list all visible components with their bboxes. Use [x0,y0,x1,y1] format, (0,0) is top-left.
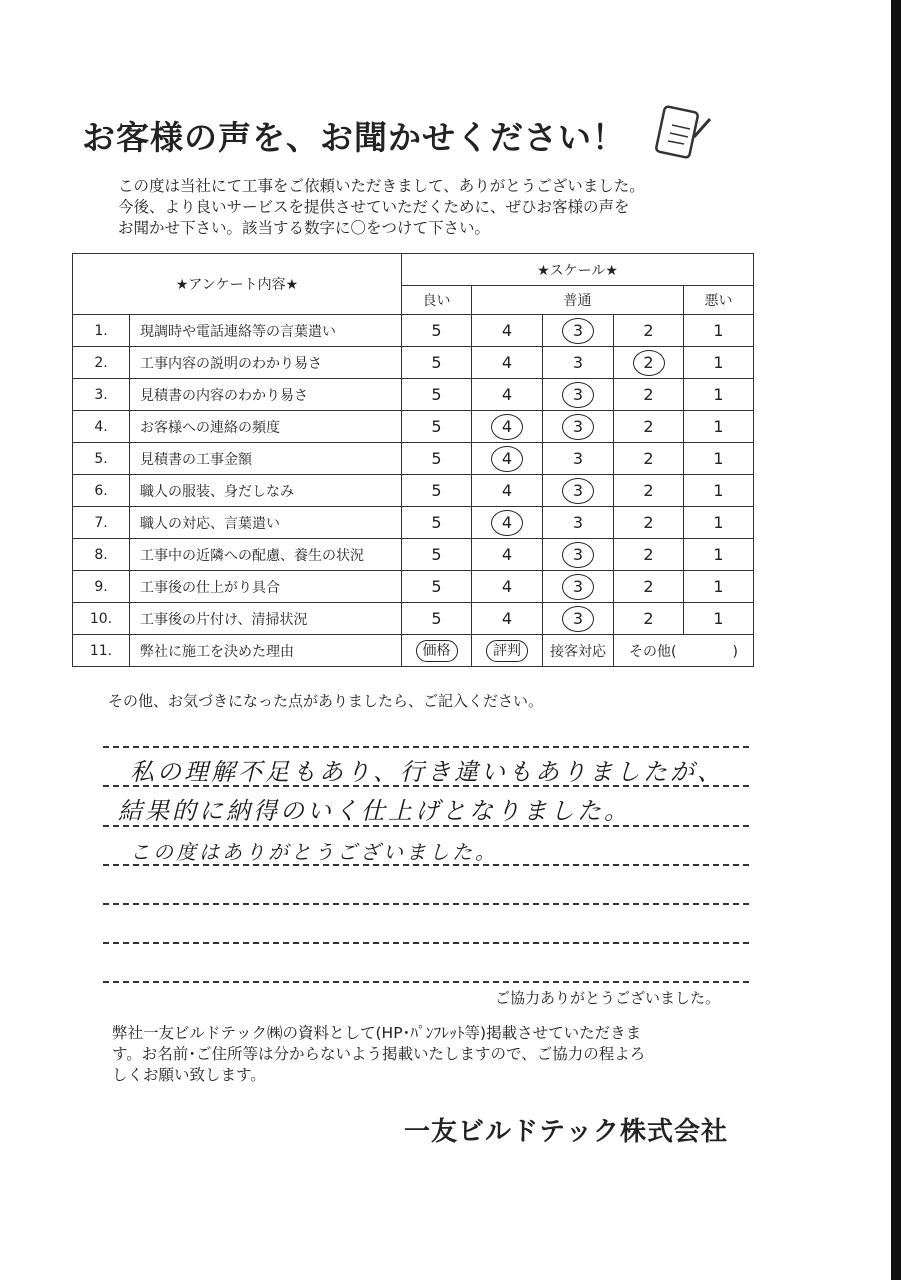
clipboard-pen-icon [650,97,720,167]
score-value: 5 [431,449,442,468]
score-value: 3 [562,606,594,632]
score-value: 4 [501,481,513,500]
consent-line: 弊社一友ビルドテック㈱の資料として(HP･ﾊﾟﾝﾌﾚｯﾄ等)掲載させていただきま [112,1024,642,1042]
score-value: 4 [501,385,513,404]
row-label: 見積書の工事金額 [130,443,402,475]
row-number: 5. [73,443,130,475]
score-option[interactable] [614,347,684,379]
score-option[interactable] [684,315,754,347]
score-value: 5 [431,609,442,628]
score-option[interactable] [614,379,684,411]
score-option[interactable] [402,507,472,539]
score-option[interactable] [614,539,684,571]
score-value: 2 [633,350,665,376]
score-option[interactable] [684,507,754,539]
score-value: 1 [713,577,724,596]
score-value: 2 [643,417,654,436]
reason-option-label: 評判 [486,640,528,662]
survey-row [73,443,754,475]
score-option[interactable] [402,539,472,571]
score-option[interactable] [614,411,684,443]
survey-row [73,411,754,443]
row-label: お客様への連絡の頻度 [130,411,402,443]
score-value: 4 [491,446,523,472]
score-value: 2 [643,321,654,340]
score-value: 4 [491,510,523,536]
row-label: 職人の対応、言葉遣い [130,507,402,539]
score-option[interactable] [614,571,684,603]
score-value: 5 [431,545,442,564]
score-value: 3 [562,542,594,568]
score-option[interactable] [402,379,472,411]
score-option[interactable] [543,571,614,603]
score-option[interactable] [402,443,472,475]
score-option[interactable] [402,315,472,347]
score-option[interactable] [472,571,543,603]
reason-option-other[interactable] [614,635,754,667]
row-label: 工事内容の説明のわかり易さ [130,347,402,379]
score-option[interactable] [543,411,614,443]
score-value: 3 [562,382,594,408]
score-value: 4 [501,353,513,372]
score-value: 3 [572,353,584,372]
score-value: 1 [713,481,724,500]
row-label: 工事後の仕上がり具合 [130,571,402,603]
score-option[interactable] [472,347,543,379]
score-option[interactable] [614,603,684,635]
score-option[interactable] [614,475,684,507]
reason-option-label: 価格 [416,640,458,662]
score-option[interactable] [472,475,543,507]
survey-row [73,315,754,347]
score-option[interactable] [614,443,684,475]
handwritten-comment-line: この度はありがとうございました。 [130,840,498,864]
score-value: 5 [431,513,442,532]
score-value: 1 [713,513,724,532]
intro-text [118,176,645,239]
page-title: お客様の声を、お聞かせください！ [82,118,626,157]
score-value: 5 [431,353,442,372]
row-number: 3. [73,379,130,411]
score-value: 4 [501,577,513,596]
survey-header: ★アンケート内容★ [73,254,402,315]
score-option[interactable] [402,347,472,379]
row-label: 弊社に施工を決めた理由 [130,635,402,667]
comment-line [103,981,749,983]
row-label: 工事後の片付け、清掃状況 [130,603,402,635]
reason-option-reputation[interactable] [472,635,543,667]
comment-line [103,746,749,748]
score-value: 2 [643,609,654,628]
row-label: 工事中の近隣への配慮、養生の状況 [130,539,402,571]
score-option[interactable] [402,411,472,443]
score-option[interactable] [472,603,543,635]
score-option[interactable] [684,571,754,603]
score-value: 3 [572,513,584,532]
survey-row [73,571,754,603]
consent-line: す。お名前･ご住所等は分からないよう掲載いたしますので、ご協力の程よろ [112,1045,646,1063]
comment-line [103,903,749,905]
score-option[interactable] [402,571,472,603]
score-option[interactable] [543,443,614,475]
score-option[interactable] [684,603,754,635]
reason-option-label: その他( ) [629,643,738,660]
score-value: 2 [643,545,654,564]
score-value: 5 [431,385,442,404]
row-number: 9. [73,571,130,603]
reason-option-service[interactable] [543,635,614,667]
row-number: 1. [73,315,130,347]
comment-line [103,942,749,944]
score-option[interactable] [684,475,754,507]
score-value: 4 [491,414,523,440]
handwritten-comment-line: 結果的に納得のいく仕上げとなりました。 [118,797,631,825]
scale-good: 良い [402,286,472,315]
company-name: 一友ビルドテック株式会社 [404,1117,729,1147]
score-value: 1 [713,353,724,372]
score-option[interactable] [472,411,543,443]
scale-normal: 普通 [472,286,684,315]
score-option[interactable] [543,603,614,635]
score-value: 2 [643,449,654,468]
score-value: 2 [643,577,654,596]
score-value: 1 [713,609,724,628]
score-option[interactable] [684,411,754,443]
row-number: 11. [73,635,130,667]
scan-edge [891,0,901,1280]
score-option[interactable] [472,379,543,411]
row-number: 2. [73,347,130,379]
survey-row [73,475,754,507]
score-value: 4 [501,321,513,340]
score-value: 2 [643,513,654,532]
score-option[interactable] [472,315,543,347]
row-number: 10. [73,603,130,635]
score-value: 5 [431,577,442,596]
survey-row [73,347,754,379]
survey-rows [73,315,754,635]
score-option[interactable] [543,539,614,571]
handwritten-comment-line: 私の理解不足もあり、行き違いもありましたが、 [130,758,724,786]
score-value: 1 [713,385,724,404]
reason-option-price[interactable] [402,635,472,667]
score-option[interactable] [472,507,543,539]
score-value: 5 [431,481,442,500]
score-value: 1 [713,545,724,564]
survey-row [73,603,754,635]
survey-row [73,539,754,571]
score-value: 1 [713,417,724,436]
score-option[interactable] [402,475,472,507]
score-option[interactable] [684,379,754,411]
score-option[interactable] [543,475,614,507]
score-value: 5 [431,417,442,436]
score-option[interactable] [614,507,684,539]
score-option[interactable] [472,443,543,475]
score-value: 5 [431,321,442,340]
score-option[interactable] [402,603,472,635]
score-option[interactable] [543,507,614,539]
score-option[interactable] [543,379,614,411]
score-value: 3 [562,574,594,600]
score-value: 4 [501,545,513,564]
reason-option-label: 接客対応 [550,643,606,660]
intro-line: お聞かせ下さい。該当する数字に〇をつけて下さい。 [118,219,491,237]
row-label: 現調時や電話連絡等の言葉遣い [130,315,402,347]
score-value: 3 [562,318,594,344]
score-value: 2 [643,385,654,404]
consent-line: しくお願い致します。 [112,1066,266,1084]
score-option[interactable] [472,539,543,571]
row-number: 8. [73,539,130,571]
row-label: 職人の服装、身だしなみ [130,475,402,507]
scale-header: ★スケール★ [402,254,754,286]
score-value: 3 [562,478,594,504]
survey-row [73,507,754,539]
reason-row [73,635,754,667]
score-value: 1 [713,321,724,340]
score-option[interactable] [684,443,754,475]
thanks-text: ご協力ありがとうございました。 [495,989,721,1007]
consent-text [112,1023,645,1086]
score-option[interactable] [614,315,684,347]
score-value: 3 [562,414,594,440]
survey-table [72,253,754,667]
intro-line: 今後、より良いサービスを提供させていただくために、ぜひお客様の声を [118,198,630,216]
comments-label: その他、お気づきになった点がありましたら、ご記入ください。 [108,692,544,710]
row-number: 6. [73,475,130,507]
score-option[interactable] [684,539,754,571]
row-number: 7. [73,507,130,539]
score-option[interactable] [684,347,754,379]
score-value: 2 [643,481,654,500]
row-number: 4. [73,411,130,443]
score-value: 4 [501,609,513,628]
score-value: 1 [713,449,724,468]
row-label: 見積書の内容のわかり易さ [130,379,402,411]
score-value: 3 [572,449,584,468]
intro-line: この度は当社にて工事をご依頼いただきまして、ありがとうございました。 [118,177,645,195]
survey-row [73,379,754,411]
scale-bad: 悪い [684,286,754,315]
score-option[interactable] [543,315,614,347]
score-option[interactable] [543,347,614,379]
